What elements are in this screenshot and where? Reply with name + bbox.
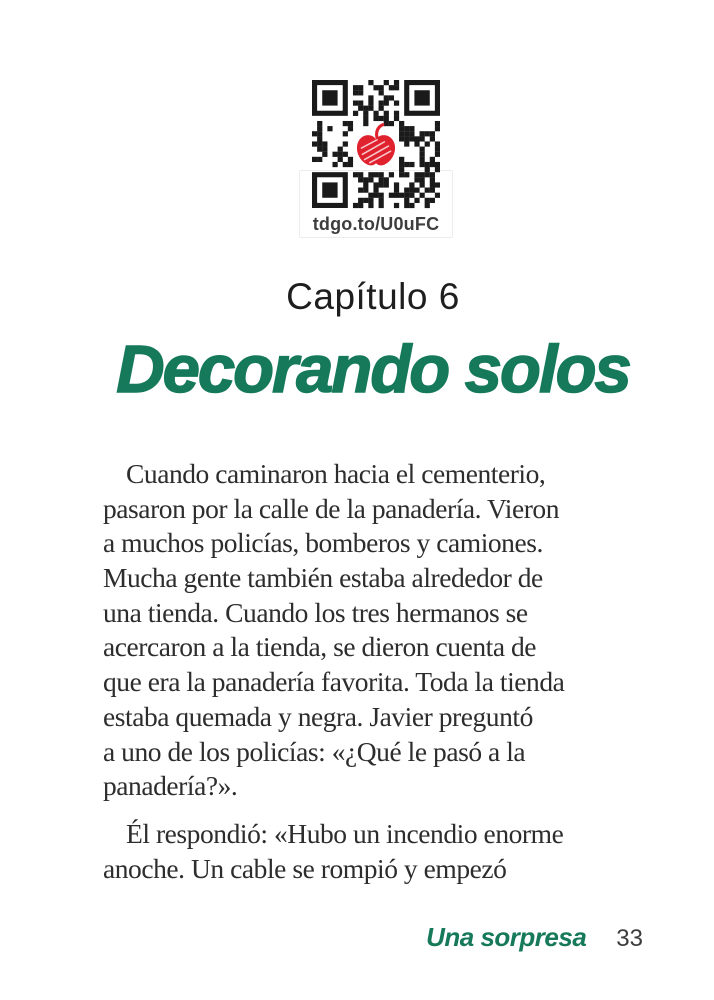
body-line: estaba quemada y negra. Javier preguntó xyxy=(103,700,533,732)
body-line: a uno de los policías: «¿Qué le pasó a la xyxy=(103,735,526,767)
body-line: panadería?». xyxy=(103,770,238,802)
body-line: Mucha gente también estaba alrededor de xyxy=(103,562,543,594)
chapter-title: Decorando solos xyxy=(116,332,630,407)
apple-logo-icon xyxy=(350,122,402,174)
qr-caption: tdgo.to/U0uFC xyxy=(312,214,440,234)
body-line: pasaron por la calle de la panadería. Vieron xyxy=(103,492,560,524)
qr-code xyxy=(312,80,440,210)
qr-block xyxy=(301,80,451,235)
chapter-number-heading: Capítulo 6 xyxy=(286,276,460,317)
paragraph xyxy=(103,817,643,886)
page-footer xyxy=(103,922,643,953)
body-line: Él respondió: «Hubo un incendio enorme xyxy=(126,817,564,849)
body-line: Cuando caminaron hacia el cementerio, xyxy=(126,458,546,489)
running-book-title: Una sorpresa xyxy=(426,922,587,952)
paragraph xyxy=(103,457,643,804)
page-number: 33 xyxy=(616,925,643,952)
body-text xyxy=(103,457,643,899)
body-line: una tienda. Cuando los tres hermanos se xyxy=(103,596,528,628)
body-line: anoche. Un cable se rompió y empezó xyxy=(103,852,507,884)
body-line: acercaron a la tienda, se dieron cuenta de xyxy=(103,631,537,663)
body-line: que era la panadería favorita. Toda la tienda xyxy=(103,666,565,698)
body-line: a muchos policías, bomberos y camiones. xyxy=(103,527,543,559)
